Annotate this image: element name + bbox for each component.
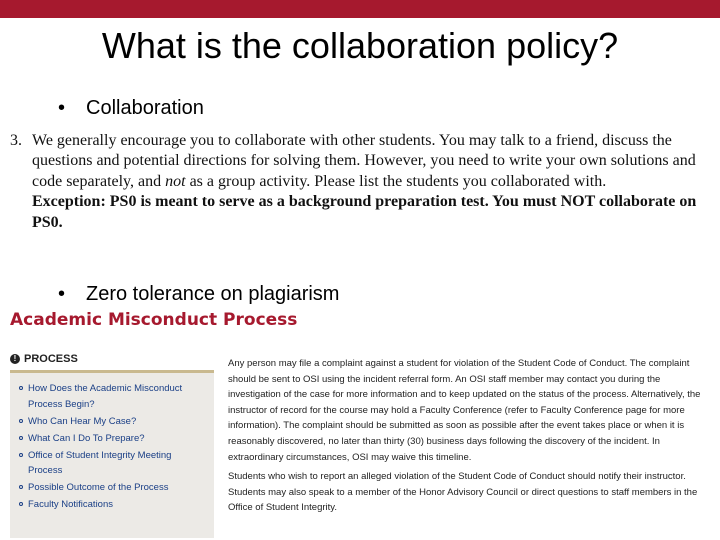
bullet-dot: • [58,97,66,119]
policy-number: 3. [10,132,22,149]
policy-emphasis: not [165,172,186,190]
process-link[interactable]: What Can I Do To Prepare? [28,431,214,447]
process-link[interactable]: Who Can Hear My Case? [28,414,214,430]
bullet-dot: • [58,283,66,305]
policy-body [32,131,710,233]
bullet-text: Collaboration [86,97,204,119]
top-accent-bar [0,0,720,18]
bullet-text: Zero tolerance on plagiarism [86,283,340,305]
process-link[interactable]: Possible Outcome of the Process [28,480,214,496]
bullet-plagiarism [58,282,339,306]
misconduct-paragraph: Any person may file a complaint against a student for violation of the Student Code of Conduct. The complaint should be sent to OSI using the incident referral form. An OSI staff member may contact you during the investigation of the case for more information and to keep updated on the status of the process. Alternatively, the instructor of record for the course may hold a Faculty Conference (refer to Faculty Conference page for more information). The complaint should be submitted as soon as possible after the event takes place or when it is reasonably discovered, no later than thirty (30) business days following the discovery of the incident. In extraordinary circumstances, OSI may waive this timeline. [228,358,701,463]
policy-exception: Exception: PS0 is meant to serve as a background preparation test. You must NOT collaborate on PS0. [32,193,697,231]
process-link[interactable]: Office of Student Integrity Meeting Process [28,448,214,479]
misconduct-heading: Academic Misconduct Process [10,310,298,330]
info-icon: ! [10,354,20,364]
policy-text-after: as a group activity. Please list the students you collaborated with. [185,172,607,190]
process-panel-title: PROCESS [24,353,78,365]
misconduct-paragraph: Students who wish to report an alleged violation of the Student Code of Conduct should notify their instructor. Students may also speak to a member of the Honor Advisory Council or direct questions to staff members in the Office of Student Integrity. [228,471,698,514]
process-link[interactable]: Faculty Notifications [28,497,214,513]
process-links [10,373,214,538]
collaboration-policy-excerpt [10,131,710,233]
policy-text: We generally encourage you to collaborate with other students. You may talk to a friend, discuss the questions and potential directions for solving them. However, you need to write your own solutions and code separately, and [32,132,696,190]
process-link[interactable]: How Does the Academic Misconduct Process Begin? [28,381,214,412]
slide-title: What is the collaboration policy? [101,25,619,66]
process-panel [10,348,214,538]
bullet-collaboration [58,96,204,120]
misconduct-description [228,356,714,520]
process-panel-header [10,348,214,373]
